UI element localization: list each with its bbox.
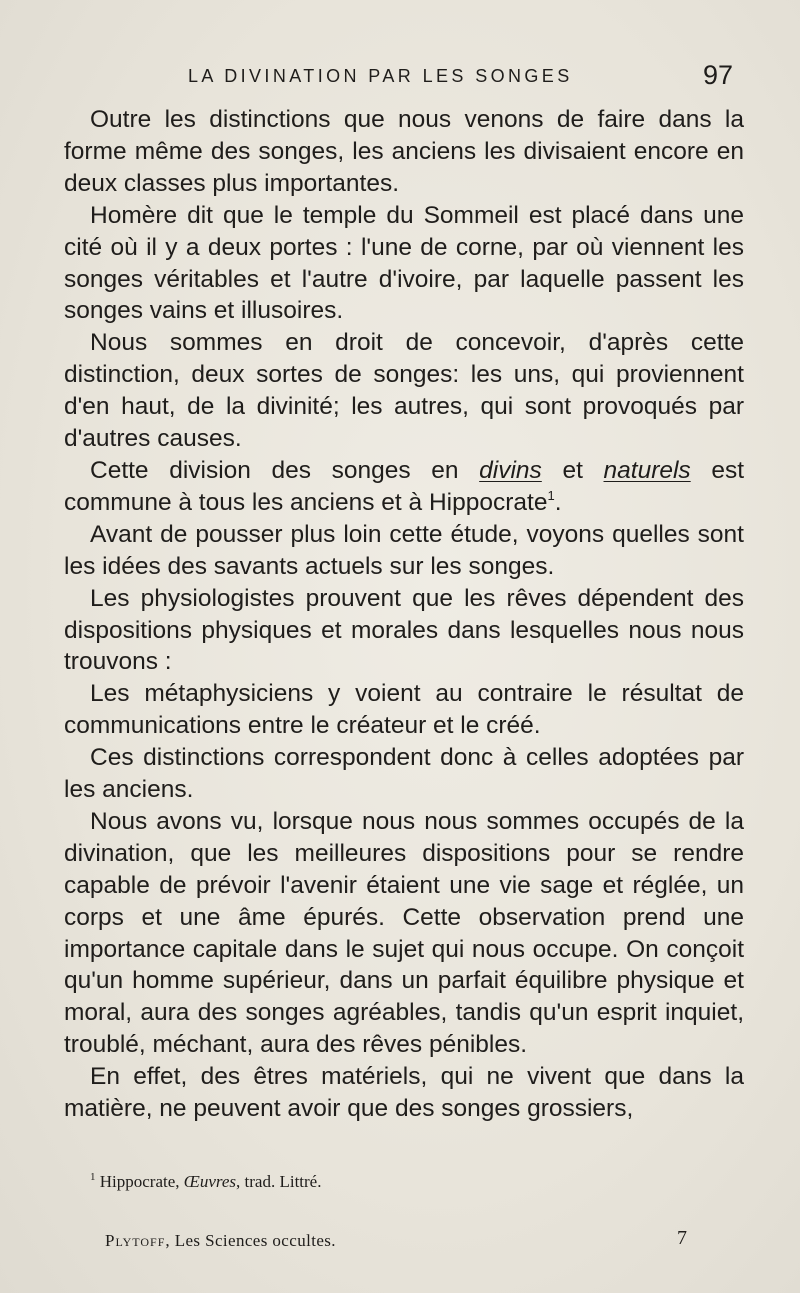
emphasis-divins: divins — [479, 456, 542, 484]
paragraph: Homère dit que le temple du Sommeil est placé dans une cité où il y a deux portes : l'une de corne, par où viennent les songes véritables et l'autre d'ivoire, par laquelle passent les songes vains et illusoires. — [64, 201, 744, 325]
footnote-work-title: Œuvres — [183, 1172, 237, 1191]
footnote — [90, 1172, 321, 1192]
footnote-marker: 1 — [90, 1171, 96, 1183]
paragraph: Nous sommes en droit de concevoir, d'après cette distinction, deux sortes de songes: les uns, qui proviennent d'en haut, de la divinité; les autres, qui sont provoqués par d'autres causes. — [64, 329, 744, 453]
paragraph: Les physiologistes prouvent que les rêves dépendent des dispositions physiques et morales dans lesquelles nous nous trouvons : — [64, 584, 744, 676]
paragraph — [64, 455, 744, 519]
signature-author: Plytoff — [105, 1231, 166, 1250]
page-number: 97 — [702, 60, 733, 90]
paragraph: Avant de pousser plus loin cette étude, voyons quelles sont les idées des savants actuels sur les songes. — [64, 520, 744, 580]
footnote-text: Hippocrate, — [99, 1172, 184, 1191]
paragraph-text: est commune à tous les anciens et à Hippocrate — [64, 456, 744, 516]
paragraph-text: Cette division des songes en — [90, 456, 480, 484]
paragraph: Les métaphysiciens y voient au contraire le résultat de communications entre le créateur et le créé. — [64, 680, 744, 740]
body-text — [64, 104, 744, 1125]
paragraph-text: et — [541, 456, 604, 484]
emphasis-naturels: naturels — [603, 456, 691, 484]
paragraph: En effet, des êtres matériels, qui ne vivent que dans la matière, ne peuvent avoir que des songes grossiers, — [64, 1063, 744, 1123]
paragraph: Ces distinctions correspondent donc à celles adoptées par les anciens. — [64, 744, 744, 804]
signature-title: , Les Sciences occultes. — [165, 1231, 336, 1250]
paragraph-text: . — [554, 488, 562, 516]
signature-number: 7 — [677, 1227, 687, 1249]
printer-signature — [105, 1231, 336, 1251]
running-head: LA DIVINATION PAR LES SONGES — [188, 66, 573, 86]
paragraph: Outre les distinctions que nous venons de faire dans la forme même des songes, les anciens les divisaient encore en deux classes plus importantes. — [64, 106, 744, 197]
footnote-reference: 1 — [547, 487, 555, 503]
page-header — [188, 62, 733, 96]
paragraph: Nous avons vu, lorsque nous nous sommes occupés de la divination, que les meilleures dispositions pour se rendre capable de prévoir l'avenir étaient une vie sage et réglée, un corps et une âme épurés. Cette observation prend une importance capitale dans le sujet qui nous occupe. On conçoit qu'un homme supérieur, dans un parfait équilibre physique et moral, aura des songes agréables, tandis qu'un esprit inquiet, troublé, méchant, aura des rêves pénibles. — [64, 807, 744, 1059]
footnote-text: , trad. Littré. — [236, 1172, 322, 1191]
